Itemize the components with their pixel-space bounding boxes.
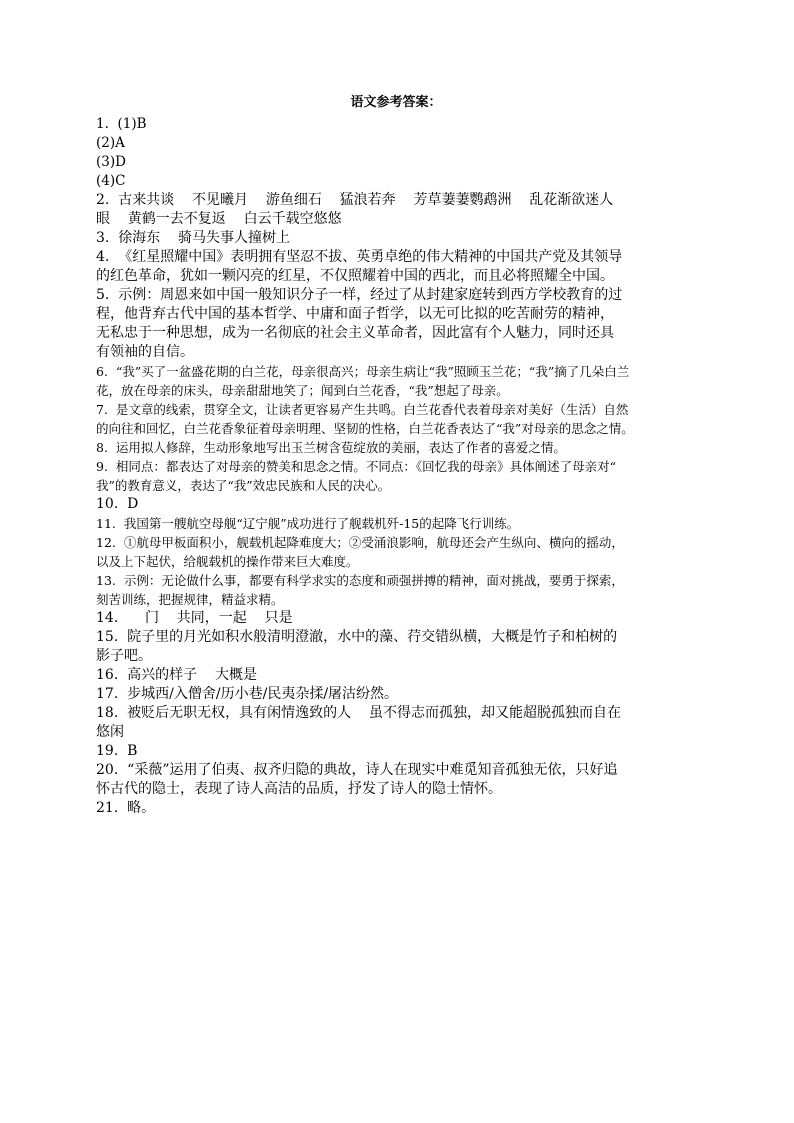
answer-line: (3)D	[96, 154, 126, 170]
answer-document	[96, 94, 696, 818]
answer-line: 11. 我国第一艘航空母舰“辽宁舰”成功进行了舰载机歼-15的起降飞行训练。	[96, 516, 520, 531]
answer-line: 1. (1)B	[96, 116, 147, 132]
answer-line: 的红色革命，犹如一颗闪亮的红星，不仅照耀着中国的西北，而且必将照耀全中国。	[96, 268, 614, 284]
answer-line: 以及上下起伏，给舰载机的操作带来巨大难度。	[96, 554, 359, 569]
answer-line: (4)C	[96, 173, 126, 189]
answer-line: 14. 门 共同，一起 只是	[96, 610, 293, 626]
document-title: 语文参考答案：	[350, 95, 442, 110]
answer-line: 9. 相同点：都表达了对母亲的赞美和思念之情。不同点：《回忆我的母亲》具体阐述了母亲对“	[96, 459, 617, 474]
answer-line: 悠闲	[96, 724, 124, 740]
answer-line: 5. 示例：周恩来如中国一般知识分子一样，经过了从封建家庭转到西方学校教育的过	[96, 287, 623, 303]
answer-line: 7. 是文章的线索，贯穿全文，让读者更容易产生共鸣。白兰花香代表着母亲对美好（生活）自然	[96, 402, 629, 417]
answer-line: 19. B	[96, 743, 138, 759]
answer-line: 13. 示例：无论做什么事，都要有科学求实的态度和顽强拼搏的精神，面对挑战，要勇于探索，	[96, 573, 624, 588]
answer-line: 有领袖的自信。	[96, 344, 194, 360]
answer-line: 花，放在母亲的床头，母亲甜甜地笑了；闻到白兰花香，“我”想起了母亲。	[96, 383, 509, 398]
answer-line: 刻苦训练，把握规律，精益求精。	[96, 592, 284, 607]
answer-line: 15. 院子里的月光如积水般清明澄澈，水中的藻、荇交错纵横，大概是竹子和柏树的	[96, 629, 618, 645]
answer-line: 怀古代的隐士，表现了诗人高洁的品质，抒发了诗人的隐士情怀。	[96, 781, 502, 797]
answer-line: 18. 被贬后无职无权，具有闲情逸致的人 虽不得志而孤独，却又能超脱孤独而自在	[96, 705, 621, 721]
answer-line: 12. ①航母甲板面积小，舰载机起降难度大；②受涌浪影响，航母还会产生纵向、横向的摇动，	[96, 535, 624, 550]
answer-line: 眼 黄鹤一去不复返 白云千载空悠悠	[96, 211, 342, 227]
answer-line: (2)A	[96, 135, 125, 151]
answer-line: 17. 步城西/入僧舍/历小巷/民夷杂揉/屠沽纷然。	[96, 686, 399, 702]
answer-line: 6. “我”买了一盆盛花期的白兰花，母亲很高兴；母亲生病让“我”照顾玉兰花；“我”摘了几朵白兰	[96, 364, 630, 379]
answer-line: 程，他背弃古代中国的基本哲学、中庸和面子哲学，以无可比拟的吃苦耐劳的精神，	[96, 306, 614, 322]
answer-line: 3. 徐海东 骑马失事人撞树上	[96, 230, 291, 246]
answer-line: 影子吧。	[96, 648, 152, 664]
answer-line: 21. 略。	[96, 800, 156, 816]
answer-line: 4. 《红星照耀中国》表明拥有坚忍不拔、英勇卓绝的伟大精神的中国共产党及其领导	[96, 249, 623, 265]
answer-line: 我”的教育意义，表达了“我”效忠民族和人民的决心。	[96, 478, 391, 493]
answer-line: 2. 古来共谈 不见曦月 游鱼细石 猛浪若奔 芳草萋萋鹦鹉洲 乱花渐欲迷人	[96, 192, 614, 208]
answer-line: 16. 高兴的样子 大概是	[96, 667, 257, 683]
answer-line: 10. D	[96, 496, 139, 512]
answer-line: 8. 运用拟人修辞，生动形象地写出玉兰树含苞绽放的美丽，表达了作者的喜爱之情。	[96, 440, 566, 455]
answer-line: 的向往和回忆，白兰花香象征着母亲明理、坚韧的性格，白兰花香表达了“我”对母亲的思念之情。	[96, 421, 634, 436]
answer-line: 20. “采薇”运用了伯夷、叔齐归隐的典故，诗人在现实中难觅知音孤独无依，只好追	[96, 762, 618, 778]
answer-line: 无私忠于一种思想，成为一名彻底的社会主义革命者，因此富有个人魅力，同时还具	[96, 325, 614, 341]
